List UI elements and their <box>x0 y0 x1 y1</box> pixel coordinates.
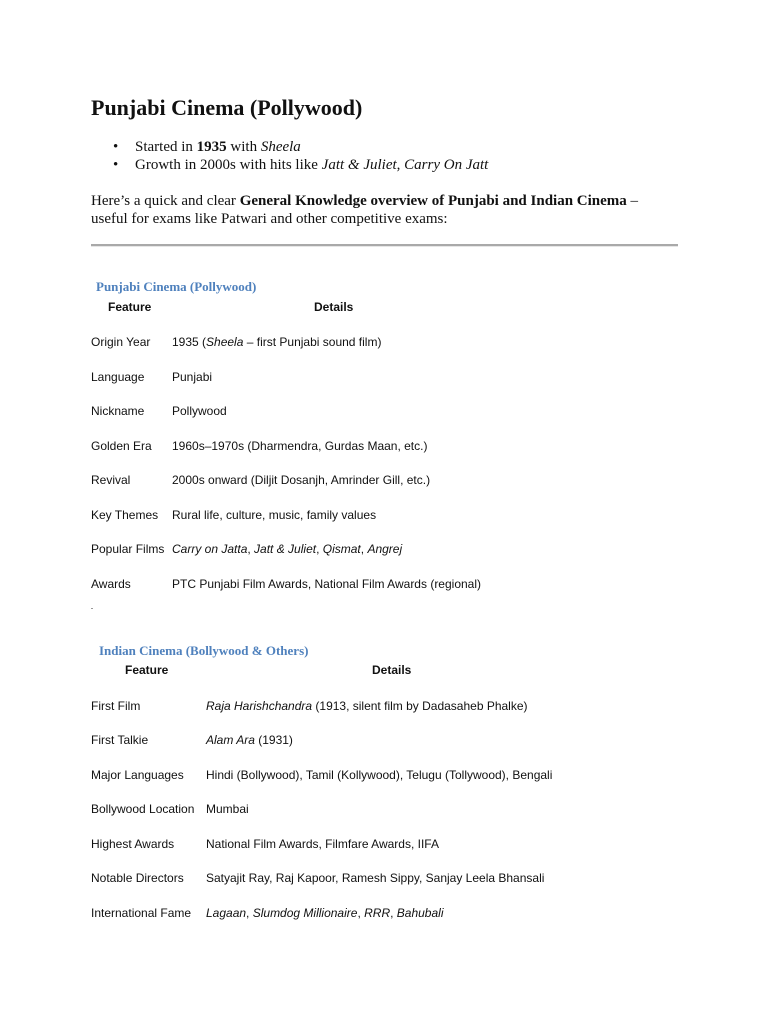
list-separator: , <box>316 542 323 556</box>
film-title: Jatt & Juliet <box>254 542 317 556</box>
list-separator: , <box>360 542 368 556</box>
details-cell <box>172 334 381 350</box>
bullet-item <box>91 138 488 156</box>
bullet-film: Carry On Jatt <box>404 157 489 173</box>
film-title: Bahubali <box>396 906 444 920</box>
film-title: Raja Harishchandra <box>206 699 313 713</box>
feature-cell: Key Themes <box>91 508 159 522</box>
intro-text: Here’s a quick and clear <box>91 193 240 209</box>
list-separator: , <box>247 542 255 556</box>
feature-cell: Revival <box>91 473 131 487</box>
feature-cell: First Film <box>91 699 141 713</box>
details-cell: Rural life, culture, music, family values <box>172 508 377 522</box>
feature-cell: Highest Awards <box>91 837 175 851</box>
film-title: Alam Ara <box>206 733 255 747</box>
details-cell: Pollywood <box>172 404 227 418</box>
bullet-film: Sheela <box>260 139 301 155</box>
details-cell: Mumbai <box>206 802 249 816</box>
intro-text: – useful for exams like Patwari and other competitive exams: <box>91 193 639 227</box>
feature-cell: Popular Films <box>91 542 165 556</box>
bullet-list <box>91 138 488 174</box>
bullet-text: Started in <box>135 139 197 155</box>
feature-cell: First Talkie <box>91 733 149 747</box>
bullet-film: Jatt & Juliet <box>321 157 397 173</box>
intro-paragraph <box>91 192 661 228</box>
feature-cell: Language <box>91 370 145 384</box>
page-title: Punjabi Cinema (Pollywood) <box>91 95 363 120</box>
details-cell: Hindi (Bollywood), Tamil (Kollywood), Telugu (Tollywood), Bengali <box>206 768 553 782</box>
details-cell: 1960s–1970s (Dharmendra, Gurdas Maan, etc.) <box>172 439 428 453</box>
column-header-details: Details <box>314 300 354 314</box>
bullet-separator: , <box>396 157 405 173</box>
feature-cell: Nickname <box>91 404 145 418</box>
feature-cell: Bollywood Location <box>91 802 195 816</box>
details-cell <box>206 698 528 714</box>
list-separator: , <box>357 906 365 920</box>
list-separator: , <box>390 906 397 920</box>
details-text: – first Punjabi sound film) <box>243 335 382 349</box>
film-title: Lagaan <box>206 906 247 920</box>
section-heading-indian: Indian Cinema (Bollywood & Others) <box>99 643 309 658</box>
feature-cell: Golden Era <box>91 439 152 453</box>
details-text: (1913, silent film by Dadasaheb Phalke) <box>312 699 528 713</box>
details-text: 1935 ( <box>172 335 207 349</box>
intro-emphasis: General Knowledge overview of Punjabi and Indian Cinema <box>239 193 627 209</box>
column-header-details: Details <box>372 663 412 677</box>
film-title: Angrej <box>367 542 403 556</box>
column-header-feature: Feature <box>108 300 152 314</box>
film-title: Qismat <box>322 542 361 556</box>
feature-cell: International Fame <box>91 906 192 920</box>
column-header-feature: Feature <box>125 663 169 677</box>
feature-cell: Major Languages <box>91 768 184 782</box>
film-title: Sheela <box>206 335 244 349</box>
bullet-year: 1935 <box>196 139 227 155</box>
feature-cell: Notable Directors <box>91 871 184 885</box>
details-cell <box>206 732 293 748</box>
film-title: RRR <box>364 906 391 920</box>
details-cell: Punjabi <box>172 370 213 384</box>
feature-cell: Origin Year <box>91 335 151 349</box>
film-title: Slumdog Millionaire <box>252 906 358 920</box>
details-text: (1931) <box>254 733 293 747</box>
horizontal-rule <box>91 244 678 247</box>
feature-cell: Awards <box>91 577 131 591</box>
bullet-item <box>91 156 488 174</box>
details-cell: PTC Punjabi Film Awards, National Film Awards (regional) <box>172 577 482 591</box>
list-separator: , <box>246 906 253 920</box>
details-cell: Satyajit Ray, Raj Kapoor, Ramesh Sippy, Sanjay Leela Bhansali <box>206 871 545 885</box>
details-cell: 2000s onward (Diljit Dosanjh, Amrinder Gill, etc.) <box>172 473 431 487</box>
bullet-text: with <box>226 139 261 155</box>
section-heading-punjabi: Punjabi Cinema (Pollywood) <box>96 279 257 294</box>
details-cell <box>206 905 444 921</box>
film-title: Carry on Jatta <box>172 542 248 556</box>
stray-mark <box>91 608 93 609</box>
details-cell <box>172 541 402 557</box>
bullet-text: Growth in 2000s with hits like <box>135 157 322 173</box>
details-cell: National Film Awards, Filmfare Awards, IIFA <box>206 837 439 851</box>
